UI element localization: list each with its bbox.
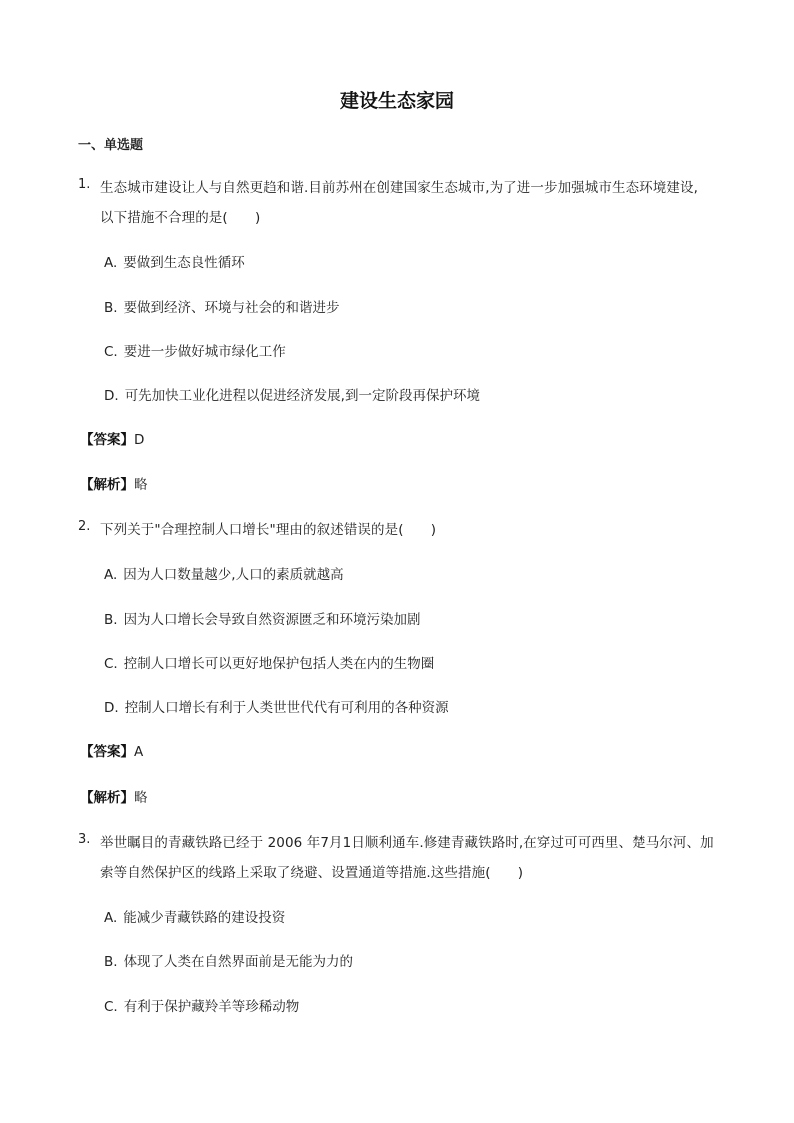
- option-text: 控制人口增长有利于人类世世代代有可利用的各种资源: [124, 700, 449, 716]
- answer-line: [80, 740, 143, 760]
- question-number: 3.: [78, 832, 91, 847]
- analysis-label: 【解析】: [80, 477, 134, 493]
- option-item: [104, 995, 299, 1015]
- answer-label: 【答案】: [80, 744, 134, 760]
- option-letter: A.: [104, 567, 118, 583]
- question-number: 1.: [78, 177, 91, 192]
- option-letter: C.: [104, 656, 118, 672]
- option-letter: C.: [104, 999, 118, 1015]
- option-item: [104, 384, 480, 404]
- option-item: [104, 906, 285, 926]
- answer-line: [80, 428, 144, 448]
- question-text: 举世瞩目的青藏铁路已经于 2006 年7月1日顺利通车.修建青藏铁路时,在穿过可可西里、楚马尔河、加: [100, 835, 714, 851]
- option-item: [104, 563, 344, 583]
- analysis-label: 【解析】: [80, 790, 134, 806]
- analysis-value: 略: [134, 790, 148, 806]
- option-text: 体现了人类在自然界面前是无能为力的: [123, 954, 354, 970]
- option-text: 因为人口增长会导致自然资源匮乏和环境污染加剧: [123, 612, 421, 628]
- option-item: [104, 950, 353, 970]
- question-text: 生态城市建设让人与自然更趋和谐.目前苏州在创建国家生态城市,为了进一步加强城市生态环境建设,: [100, 180, 698, 196]
- question-number: 2.: [78, 519, 91, 534]
- question-text: 索等自然保护区的线路上采取了绕避、设置通道等措施.这些措施( ): [100, 865, 524, 881]
- option-text: 要进一步做好城市绿化工作: [123, 344, 286, 360]
- option-item: [104, 652, 434, 672]
- option-text: 控制人口增长可以更好地保护包括人类在内的生物圈: [123, 656, 435, 672]
- option-letter: C.: [104, 344, 118, 360]
- option-item: [104, 608, 421, 628]
- analysis-value: 略: [134, 477, 148, 493]
- question-text: 下列关于"合理控制人口增长"理由的叙述错误的是( ): [100, 522, 437, 538]
- option-letter: B.: [104, 612, 118, 628]
- answer-value: A: [134, 744, 144, 760]
- section-heading: 一、单选题: [78, 138, 144, 153]
- option-text: 因为人口数量越少,人口的素质就越高: [123, 567, 344, 583]
- page-title: 建设生态家园: [339, 90, 454, 112]
- option-text: 要做到生态良性循环: [123, 255, 245, 271]
- option-text: 有利于保护藏羚羊等珍稀动物: [123, 999, 300, 1015]
- answer-label: 【答案】: [80, 432, 134, 448]
- option-item: [104, 251, 245, 271]
- answer-value: D: [134, 432, 145, 448]
- option-letter: A.: [104, 910, 118, 926]
- option-letter: B.: [104, 954, 118, 970]
- analysis-line: [80, 786, 148, 806]
- option-text: 可先加快工业化进程以促进经济发展,到一定阶段再保护环境: [124, 388, 480, 404]
- option-text: 要做到经济、环境与社会的和谐进步: [123, 300, 340, 316]
- option-letter: D.: [104, 700, 119, 716]
- option-letter: D.: [104, 388, 119, 404]
- option-item: [104, 296, 340, 316]
- option-text: 能减少青藏铁路的建设投资: [123, 910, 286, 926]
- option-letter: A.: [104, 255, 118, 271]
- option-letter: B.: [104, 300, 118, 316]
- option-item: [104, 340, 286, 360]
- analysis-line: [80, 473, 148, 493]
- question-text: 以下措施不合理的是( ): [100, 210, 261, 226]
- option-item: [104, 696, 449, 716]
